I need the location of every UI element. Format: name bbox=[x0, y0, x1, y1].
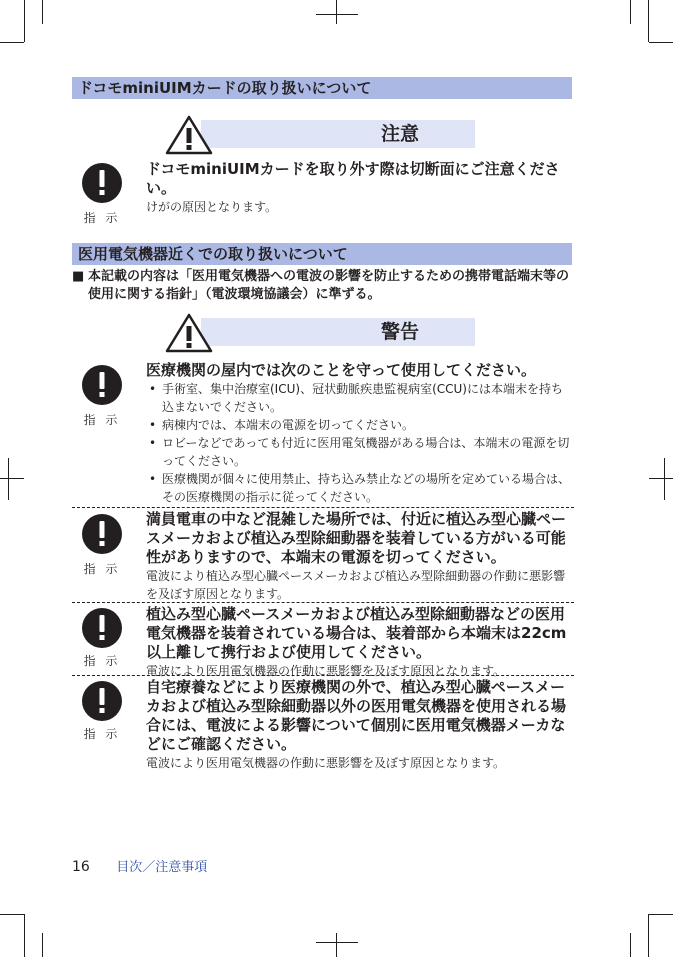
list-item: • ロビーなどであっても付近に医用電気機器がある場合は、本端末の電源を切ってください。 bbox=[146, 434, 574, 470]
icon-label: 指 示 bbox=[83, 727, 121, 741]
list-item: • 医療機関が個々に使用禁止、持ち込み禁止などの場所を定めている場合は、その医療機関の指示に従ってください。 bbox=[146, 470, 574, 506]
icon-label: 指 示 bbox=[83, 413, 121, 427]
notice-home-care-devices bbox=[72, 678, 574, 768]
mandatory-instruction-icon bbox=[81, 162, 123, 204]
warning-word: 警告 bbox=[380, 321, 419, 343]
notice-body: けがの原因となります。 bbox=[146, 200, 278, 214]
caution-banner bbox=[165, 115, 475, 151]
notice-divider bbox=[72, 675, 574, 676]
caution-word: 注意 bbox=[380, 123, 419, 145]
notice-title: 植込み型心臓ペースメーカおよび植込み型除細動器などの医用電気機器を装着されている場合は、装着部から本端末は22cm以上離して携行および使用してください。 bbox=[146, 605, 567, 661]
icon-label: 指 示 bbox=[83, 562, 121, 576]
warning-triangle-icon bbox=[165, 313, 213, 353]
notice-body: 電波により医用電気機器の作動に悪影響を及ぼす原因となります。 bbox=[146, 664, 506, 678]
section-heading-medical-devices: 医用電気機器近くでの取り扱いについて bbox=[72, 243, 572, 265]
icon-label: 指 示 bbox=[83, 654, 121, 668]
bullet-list bbox=[146, 380, 574, 506]
warning-banner bbox=[165, 313, 475, 349]
notice-body: 電波により医用電気機器の作動に悪影響を及ぼす原因となります。 bbox=[146, 756, 506, 770]
notice-divider bbox=[72, 602, 574, 603]
notice-title: 自宅療養などにより医療機関の外で、植込み型心臓ペースメーカおよび植込み型除細動器以外の医用電気機器を使用される場合には、電波による影響について個別に医用電気機器メーカなどにご確認ください。 bbox=[146, 678, 567, 753]
notice-title: 満員電車の中など混雑した場所では、付近に植込み型心臓ペースメーカおよび植込み型除細動器を装着している方がいる可能性がありますので、本端末の電源を切ってください。 bbox=[146, 510, 567, 566]
toc-link[interactable]: 目次／注意事項 bbox=[116, 860, 208, 875]
notice-crowded-train bbox=[72, 510, 574, 602]
icon-label: 指 示 bbox=[83, 211, 121, 225]
notice-body: 電波により植込み型心臓ペースメーカおよび植込み型除細動器の作動に悪影響を及ぼす原因となります。 bbox=[146, 569, 566, 601]
mandatory-instruction-icon bbox=[81, 680, 123, 722]
notice-hospital-indoors bbox=[72, 361, 574, 507]
square-bullet-icon: ■ bbox=[72, 269, 85, 284]
mandatory-instruction-icon bbox=[81, 364, 123, 406]
guideline-statement bbox=[72, 268, 574, 304]
notice-implanted-device-distance bbox=[72, 605, 574, 678]
mandatory-instruction-icon bbox=[81, 513, 123, 555]
notice-miniuim-cut-edge bbox=[72, 160, 574, 225]
list-item: • 手術室、集中治療室(ICU)、冠状動脈疾患監視病室(CCU)には本端末を持ち込まないでください。 bbox=[146, 380, 574, 416]
notice-title: ドコモminiUIMカードを取り外す際は切断面にご注意ください。 bbox=[146, 160, 560, 197]
page-footer bbox=[72, 856, 207, 875]
notice-title: 医療機関の屋内では次のことを守って使用してください。 bbox=[146, 361, 537, 379]
warning-triangle-icon bbox=[165, 115, 213, 155]
guideline-text: 本記載の内容は「医用電気機器への電波の影響を防止するための携帯電話端末等の使用に関する指針」（電波環境協議会）に準ずる。 bbox=[88, 269, 570, 302]
section-heading-miniuim: ドコモminiUIMカードの取り扱いについて bbox=[72, 77, 572, 99]
notice-divider bbox=[72, 507, 574, 508]
page-number: 16 bbox=[72, 859, 90, 875]
list-item: • 病棟内では、本端末の電源を切ってください。 bbox=[146, 416, 574, 434]
mandatory-instruction-icon bbox=[81, 607, 123, 649]
